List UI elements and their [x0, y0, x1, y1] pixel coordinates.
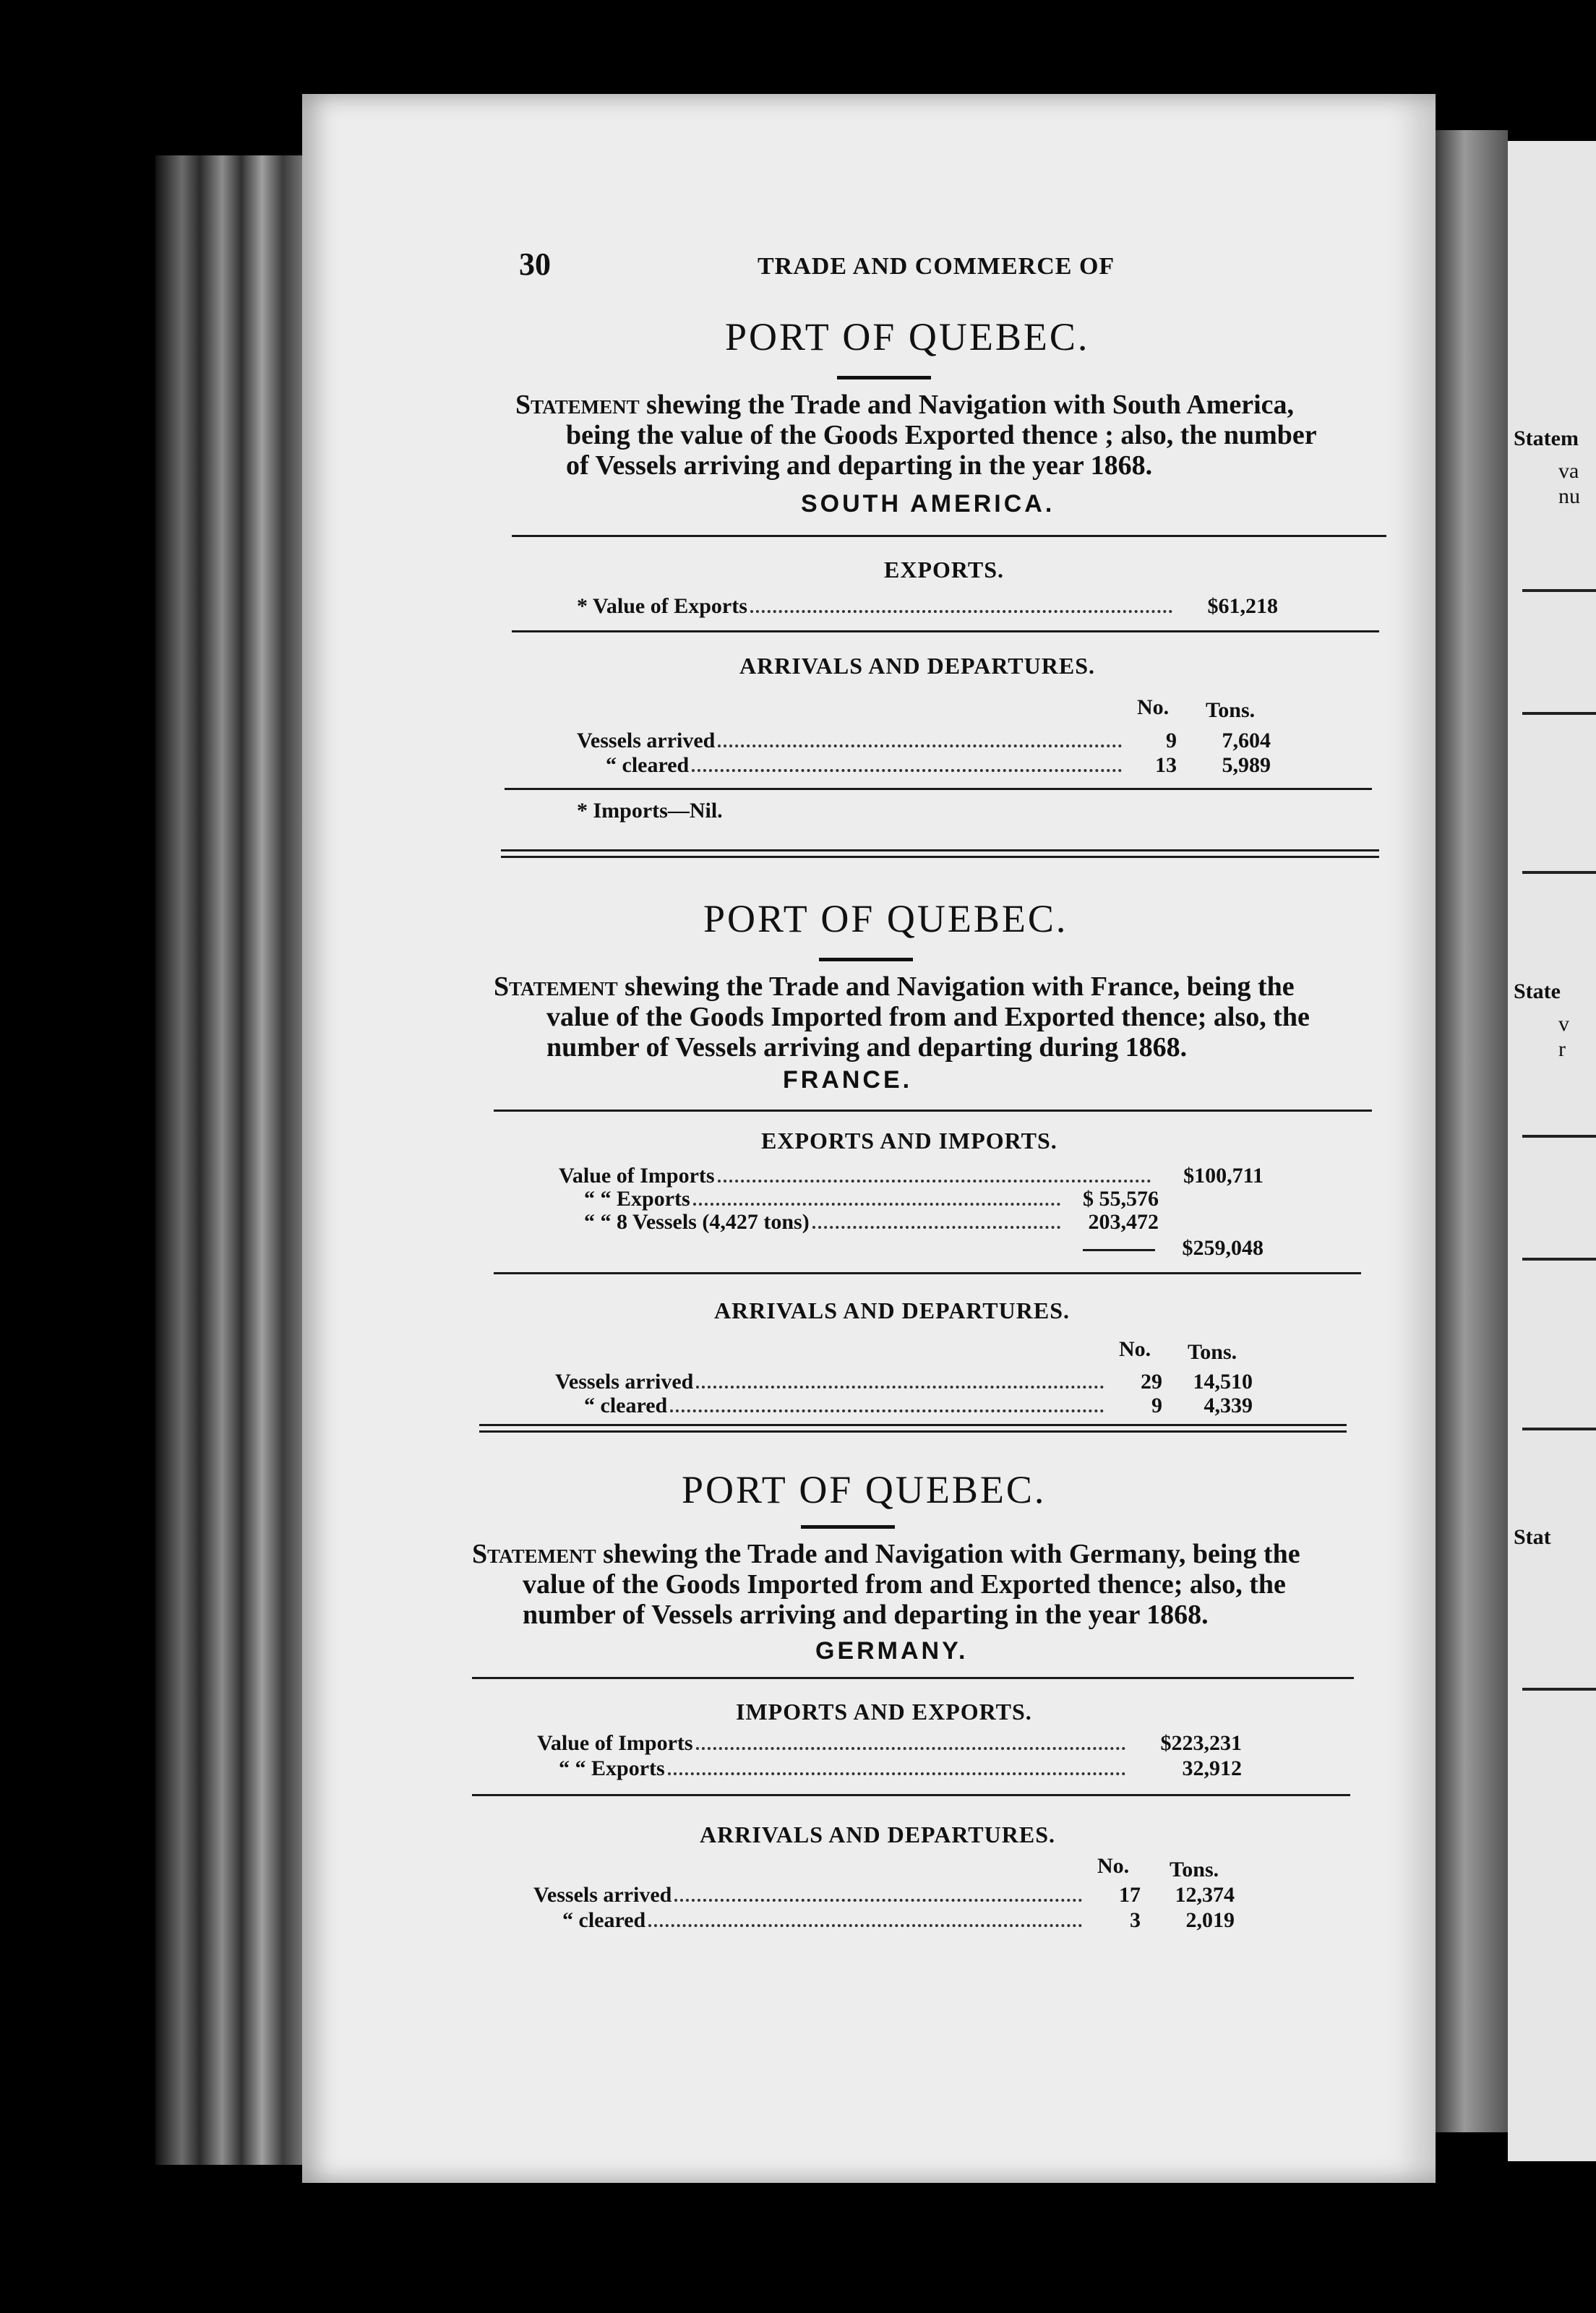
dot-leader — [670, 1409, 1104, 1412]
row-tons: 12,374 — [1175, 1883, 1235, 1907]
statement-line: value of the Goods Imported from and Exported thence; also, the — [523, 1569, 1286, 1600]
row-label: * Value of Exports — [577, 594, 747, 618]
row-value: 203,472 — [1088, 1210, 1159, 1234]
footnote: * Imports—Nil. — [577, 799, 723, 823]
column-header-tons: Tons. — [1188, 1340, 1237, 1364]
title-rule — [819, 958, 913, 961]
section-double-rule — [501, 849, 1379, 858]
divider-rule — [505, 788, 1372, 790]
divider-rule — [494, 1110, 1372, 1112]
row-no: 29 — [1141, 1370, 1162, 1394]
trade-row — [577, 594, 1177, 619]
row-label: Vessels arrived — [577, 729, 716, 752]
statement-line — [494, 972, 1295, 1001]
row-value: $223,231 — [1160, 1731, 1242, 1755]
trade-heading: EXPORTS. — [884, 557, 1005, 583]
statement-line — [472, 1540, 1300, 1569]
title-rule — [837, 376, 931, 379]
row-label: Value of Imports — [537, 1731, 693, 1755]
facing-page-rule — [1522, 1688, 1596, 1691]
dot-leader — [718, 1180, 1151, 1183]
port-title: PORT OF QUEBEC. — [703, 897, 1068, 940]
column-header-tons: Tons. — [1206, 698, 1256, 722]
facing-page-fragment: Stat — [1514, 1525, 1551, 1549]
nav-row — [555, 1394, 1108, 1418]
facing-page-fragment: r — [1558, 1037, 1566, 1061]
row-tons: 5,989 — [1222, 753, 1271, 777]
region-heading: GERMANY. — [815, 1637, 969, 1665]
row-tons: 7,604 — [1222, 729, 1271, 752]
trade-heading: EXPORTS AND IMPORTS. — [761, 1128, 1057, 1154]
row-label: “ “ Exports — [559, 1756, 665, 1780]
divider-rule — [472, 1677, 1354, 1679]
dot-leader — [692, 769, 1122, 772]
statement-line — [515, 390, 1294, 419]
region-heading: SOUTH AMERICA. — [801, 490, 1055, 518]
statement-line: number of Vessels arriving and departing during 1868. — [546, 1032, 1188, 1063]
nav-row — [555, 1370, 1108, 1394]
row-no: 3 — [1130, 1908, 1141, 1932]
facing-page-fragment: Statem — [1514, 426, 1579, 450]
column-header-no: No. — [1097, 1854, 1130, 1878]
trade-row — [537, 1731, 1130, 1756]
statement-text: shewing the Trade and Navigation with South America, — [646, 390, 1295, 420]
book-page — [302, 94, 1436, 2183]
statement-text: shewing the Trade and Navigation with Germany, being the — [603, 1539, 1300, 1569]
facing-page — [1508, 141, 1596, 2161]
facing-page-rule — [1522, 1428, 1596, 1430]
nav-heading: ARRIVALS AND DEPARTURES. — [714, 1297, 1070, 1323]
nav-row — [577, 729, 1126, 753]
trade-row — [559, 1164, 1155, 1188]
facing-page-fragment: State — [1514, 979, 1561, 1003]
row-no: 9 — [1166, 729, 1177, 752]
nav-heading: ARRIVALS AND DEPARTURES. — [739, 653, 1095, 679]
facing-page-fragment: nu — [1558, 484, 1580, 508]
row-value: $61,218 — [1207, 594, 1278, 618]
divider-rule — [494, 1272, 1361, 1274]
nav-row — [577, 753, 1126, 778]
statement-lead: Statement — [515, 390, 640, 420]
page-gutter — [1436, 130, 1508, 2132]
divider-rule — [512, 535, 1386, 537]
row-label: Vessels arrived — [555, 1370, 694, 1394]
running-head: TRADE AND COMMERCE OF — [758, 253, 1115, 280]
row-no: 13 — [1155, 753, 1177, 777]
sum-rule — [1083, 1249, 1155, 1251]
statement-lead: Statement — [472, 1539, 596, 1569]
port-title: PORT OF QUEBEC. — [682, 1468, 1047, 1511]
dot-leader — [674, 1899, 1082, 1902]
dot-leader — [812, 1226, 1060, 1229]
row-no: 9 — [1151, 1394, 1162, 1417]
dot-leader — [750, 610, 1172, 613]
dot-leader — [668, 1772, 1125, 1775]
nav-row — [533, 1883, 1086, 1908]
port-title: PORT OF QUEBEC. — [725, 315, 1090, 359]
row-tons: 14,510 — [1193, 1370, 1253, 1394]
row-label: “ “ Exports — [584, 1187, 690, 1211]
dot-leader — [696, 1747, 1125, 1750]
region-heading: FRANCE. — [783, 1066, 913, 1094]
title-rule — [801, 1525, 895, 1529]
row-label: Vessels arrived — [533, 1883, 672, 1907]
statement-lead: Statement — [494, 971, 618, 1002]
row-label: Value of Imports — [559, 1164, 715, 1188]
column-header-no: No. — [1137, 695, 1170, 719]
nav-heading: ARRIVALS AND DEPARTURES. — [700, 1821, 1055, 1848]
divider-rule — [512, 630, 1379, 632]
statement-line: number of Vessels arriving and departing in the year 1868. — [523, 1600, 1209, 1630]
row-value: $100,711 — [1183, 1164, 1264, 1188]
trade-row — [537, 1756, 1130, 1781]
dot-leader — [696, 1386, 1104, 1389]
dot-leader — [718, 744, 1122, 747]
column-header-tons: Tons. — [1170, 1858, 1219, 1881]
book-spine — [155, 155, 304, 2165]
row-no: 17 — [1119, 1883, 1141, 1907]
row-label: “ cleared — [584, 1394, 668, 1417]
row-value: 32,912 — [1182, 1756, 1242, 1780]
statement-text: shewing the Trade and Navigation with France, being the — [625, 971, 1295, 1002]
facing-page-rule — [1522, 1258, 1596, 1261]
section-double-rule — [479, 1424, 1347, 1433]
dot-leader — [693, 1203, 1060, 1206]
row-label: “ cleared — [562, 1908, 646, 1932]
column-header-no: No. — [1119, 1337, 1151, 1361]
page-number: 30 — [519, 246, 551, 282]
facing-page-rule — [1522, 1135, 1596, 1138]
facing-page-fragment: va — [1558, 459, 1579, 483]
facing-page-rule — [1522, 589, 1596, 592]
facing-page-rule — [1522, 871, 1596, 874]
trade-total: $259,048 — [1182, 1236, 1264, 1260]
row-label: “ “ 8 Vessels (4,427 tons) — [584, 1210, 810, 1234]
row-tons: 2,019 — [1185, 1908, 1235, 1932]
divider-rule — [472, 1794, 1350, 1796]
row-value: $ 55,576 — [1083, 1187, 1159, 1211]
statement-line: value of the Goods Imported from and Exported thence; also, the — [546, 1002, 1310, 1032]
facing-page-fragment: v — [1558, 1012, 1569, 1036]
trade-row — [559, 1210, 1065, 1235]
statement-line: being the value of the Goods Exported thence ; also, the number — [566, 420, 1317, 450]
row-tons: 4,339 — [1204, 1394, 1253, 1417]
nav-row — [533, 1908, 1086, 1933]
row-label: “ cleared — [606, 753, 690, 777]
facing-page-rule — [1522, 712, 1596, 715]
trade-heading: IMPORTS AND EXPORTS. — [736, 1699, 1032, 1725]
trade-row — [559, 1187, 1065, 1211]
dot-leader — [648, 1924, 1082, 1927]
statement-line: of Vessels arriving and departing in the year 1868. — [566, 450, 1153, 481]
